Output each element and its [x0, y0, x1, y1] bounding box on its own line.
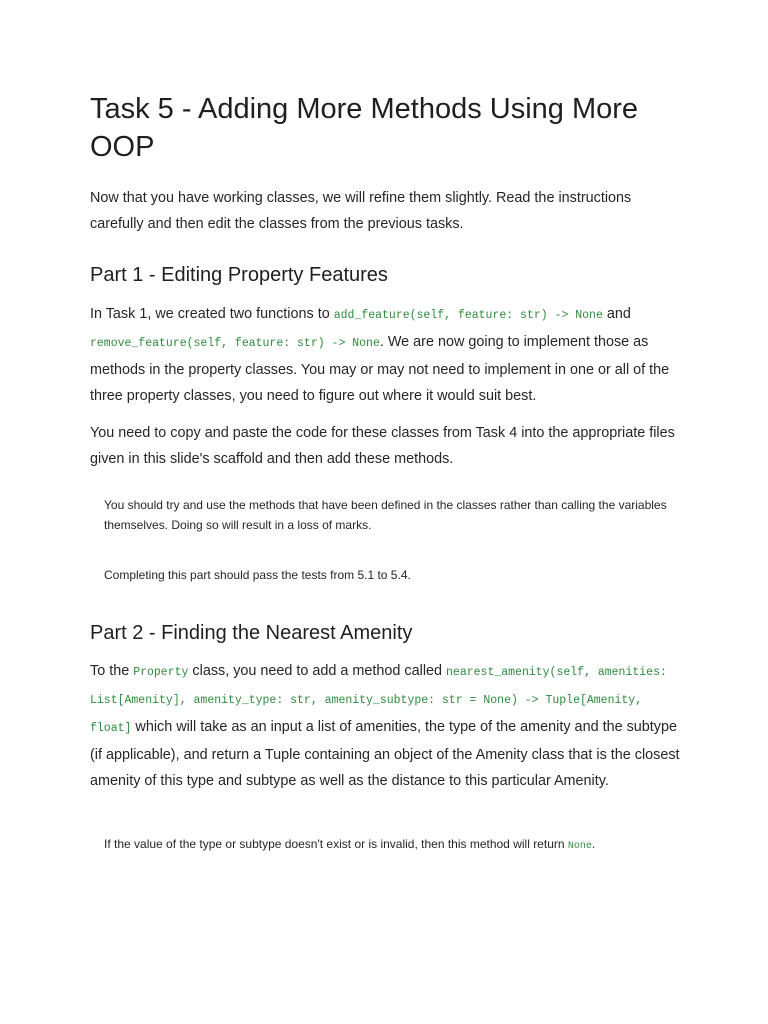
part1-paragraph-1 [90, 301, 682, 409]
intro-paragraph: Now that you have working classes, we will refine them slightly. Read the instructions carefully and then edit the classes from the previous tasks. [90, 190, 632, 232]
part1-p1-text-c: . We are now going to implement those as methods in the property classes. You may or may not need to implement in one or all of the three property classes, you need to figure out where it would suit best. [90, 334, 670, 404]
page-title: Task 5 - Adding More Methods Using More OOP [90, 93, 639, 163]
part2-p1-text-b: class, you need to add a method called [188, 663, 447, 679]
part1-heading: Part 1 - Editing Property Features [90, 264, 388, 286]
part1-note-2: Completing this part should pass the tests from 5.1 to 5.4. [104, 568, 411, 582]
part1-p1-text-a: In Task 1, we created two functions to [90, 306, 334, 322]
part2-note-text-b: . [591, 837, 596, 851]
none-code: None [567, 841, 592, 852]
part2-paragraph-1 [90, 658, 682, 794]
part2-p1-text-a: To the [90, 663, 134, 679]
part2-note-text-a: If the value of the type or subtype doesn't exist or is invalid, then this method will return [104, 837, 568, 851]
part1-note-1: You should try and use the methods that have been defined in the classes rather than calling the variables themselves. Doing so will result in a loss of marks. [104, 498, 667, 532]
part2-heading: Part 2 - Finding the Nearest Amenity [90, 622, 413, 644]
part1-paragraph-2: You need to copy and paste the code for these classes from Task 4 into the appropriate files given in this slide's scaffold and then add these methods. [90, 425, 675, 467]
add-feature-code: add_feature(self, feature: str) -> None [333, 309, 603, 322]
property-class-code: Property [133, 666, 189, 679]
part2-p1-text-c: which will take as an input a list of amenities, the type of the amenity and the subtype (if applicable), and return a Tuple containing an object of the Amenity class that is the closest amenity of this type and subtype as well as the distance to this particular Amenity. [90, 719, 680, 789]
part1-p1-text-b: and [602, 306, 631, 322]
nearest-amenity-signature-code: nearest_amenity(self, amenities: List[Amenity], amenity_type: str, amenity_subtype: str = None) -> Tuple[Amenity, float] [90, 666, 667, 735]
part2-note-1 [104, 834, 674, 857]
remove-feature-code: remove_feature(self, feature: str) -> None [90, 337, 380, 350]
